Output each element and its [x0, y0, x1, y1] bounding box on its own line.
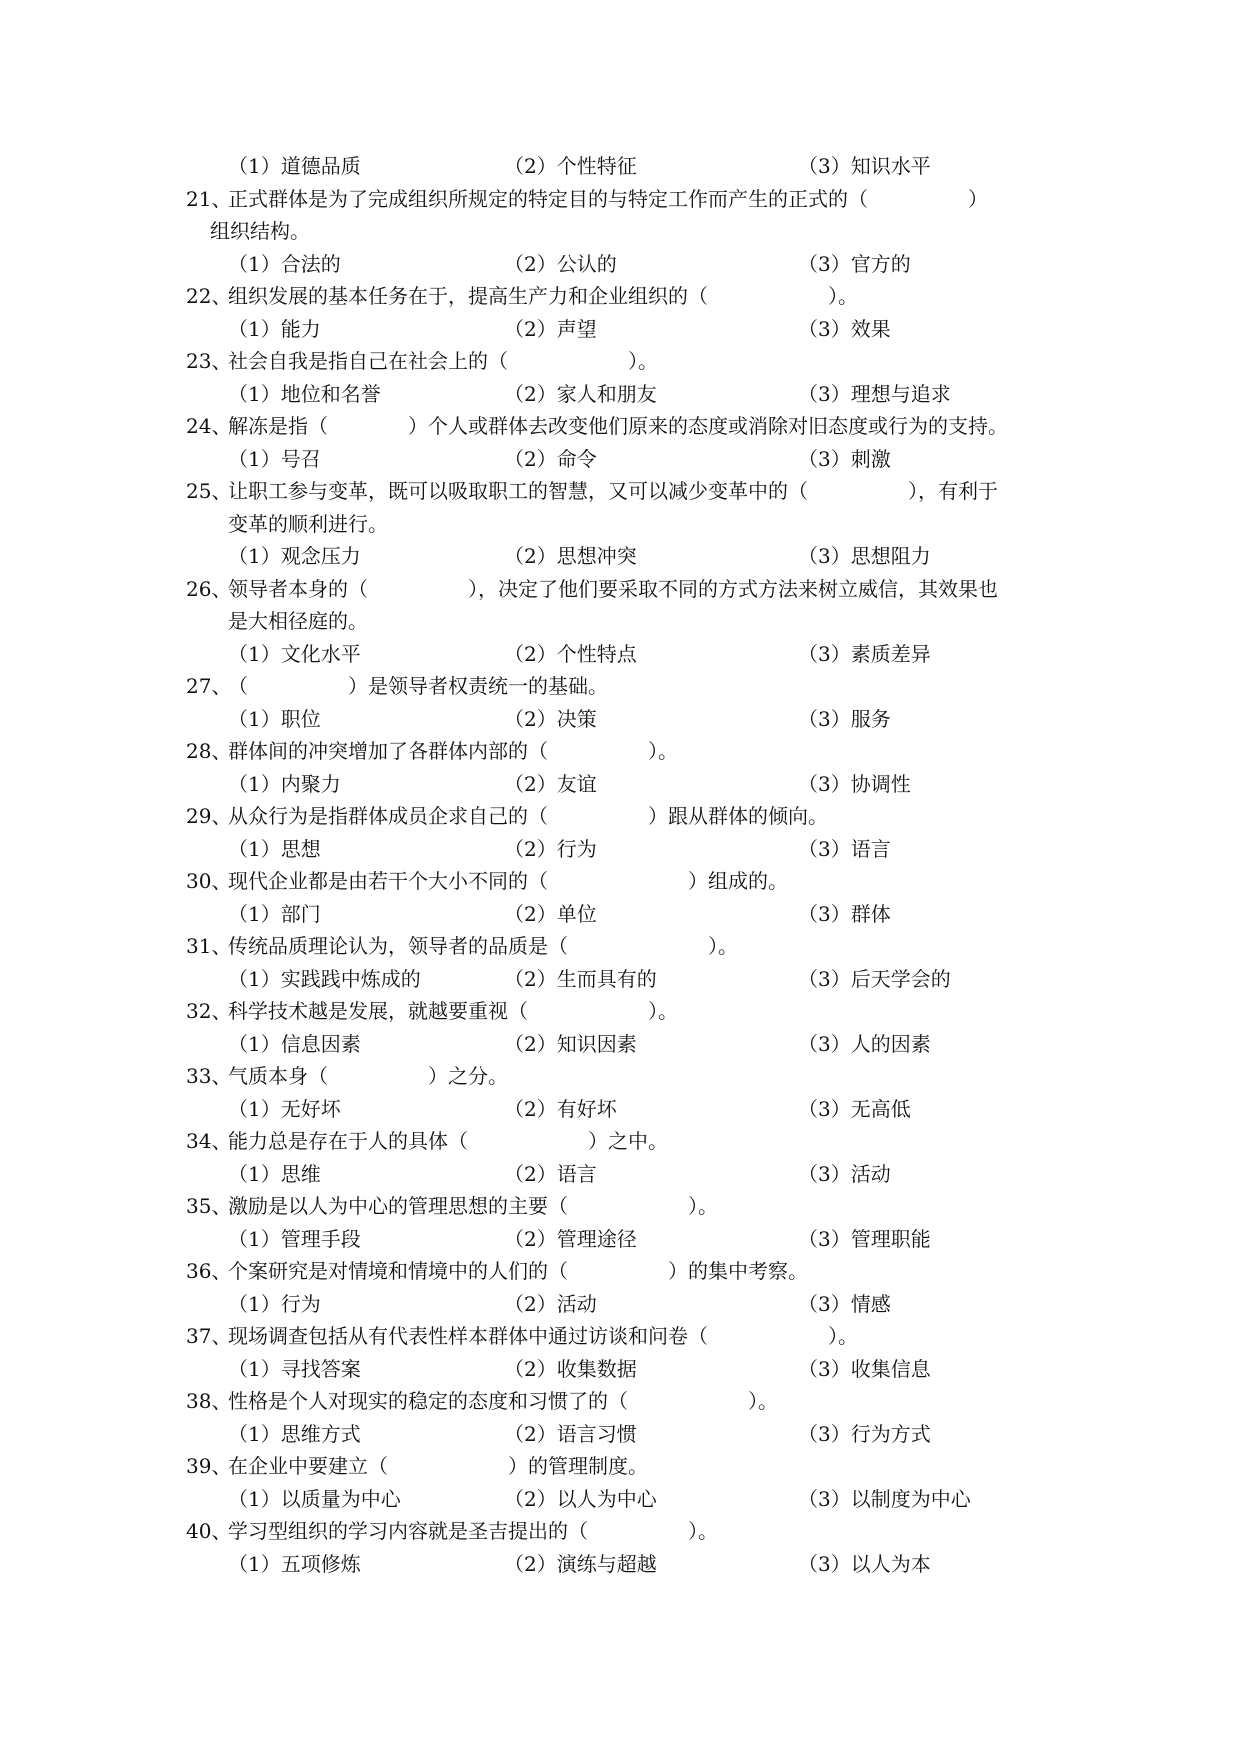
options-row	[186, 833, 1086, 866]
question-text: 组织发展的基本任务在于，提高生产力和企业组织的（ ）。	[228, 284, 858, 308]
question-item	[186, 670, 1086, 735]
question-text: 社会自我是指自己在社会上的（ ）。	[228, 349, 658, 373]
question-number: 22、	[186, 284, 232, 308]
question-stem-line	[186, 1060, 1086, 1093]
question-stem-line	[186, 1515, 1086, 1548]
question-stem-line	[186, 1385, 1086, 1418]
question-number: 24、	[186, 414, 232, 438]
question-text: 让职工参与变革，既可以吸取职工的智慧，又可以减少变革中的（ ），有利于	[228, 479, 998, 503]
option-2: （2）思想冲突	[504, 544, 637, 568]
question-text: 领导者本身的（ ），决定了他们要采取不同的方式方法来树立威信，其效果也	[228, 576, 998, 601]
question-text: （ ）是领导者权责统一的基础。	[228, 674, 608, 698]
question-stem-line	[186, 345, 1086, 378]
options-row	[186, 1223, 1086, 1256]
question-text: 正式群体是为了完成组织所规定的特定目的与特定工作而产生的正式的（ ）	[228, 186, 988, 211]
question-text: 气质本身（ ）之分。	[228, 1064, 508, 1088]
options-row	[186, 1158, 1086, 1191]
option-3: （3）思想阻力	[798, 544, 931, 568]
option-3: （3）行为方式	[798, 1421, 931, 1446]
option-3: （3）活动	[798, 1161, 891, 1186]
options-row	[186, 768, 1086, 801]
question-item	[186, 735, 1086, 800]
options-row	[186, 1418, 1086, 1451]
option-3: （3）以人为本	[798, 1551, 931, 1576]
option-1: （1）行为	[228, 1291, 321, 1316]
question-stem-line	[186, 1450, 1086, 1483]
question-number: 23、	[186, 349, 232, 373]
question-stem-line	[186, 410, 1086, 443]
question-text: 个案研究是对情境和情境中的人们的（ ）的集中考察。	[228, 1259, 808, 1283]
option-2: （2）演练与超越	[504, 1551, 657, 1576]
question-item	[186, 1125, 1086, 1190]
option-3: （3）无高低	[798, 1096, 911, 1121]
option-2: （2）有好坏	[504, 1096, 617, 1121]
options-row	[186, 1548, 1086, 1581]
question-text: 现场调查包括从有代表性样本群体中通过访谈和问卷（ ）。	[228, 1324, 858, 1348]
question-number: 29、	[186, 804, 232, 828]
option-2: （2）语言	[504, 1161, 597, 1186]
option-2: （2）家人和朋友	[504, 381, 657, 406]
question-text: 群体间的冲突增加了各群体内部的（ ）。	[228, 739, 678, 763]
options-row	[186, 963, 1086, 996]
question-stem-line	[186, 1255, 1086, 1288]
options-row	[186, 638, 1086, 671]
question-stem-line	[186, 183, 1086, 216]
option-1: （1）思维方式	[228, 1421, 361, 1446]
option-2: （2）生而具有的	[504, 966, 657, 991]
option-2: （2）命令	[504, 446, 597, 471]
question-stem-line	[186, 995, 1086, 1028]
question-text: 解冻是指（ ）个人或群体去改变他们原来的态度或消除对旧态度或行为的支持。	[228, 414, 1008, 438]
question-item	[186, 995, 1086, 1060]
options-row	[186, 898, 1086, 931]
question-item	[186, 345, 1086, 410]
question-item	[186, 183, 1086, 281]
option-3: （3）素质差异	[798, 641, 931, 666]
option-1: （1）能力	[228, 316, 321, 341]
option-2: （2）个性特征	[504, 154, 637, 178]
question-number: 28、	[186, 739, 232, 763]
option-3: （3）效果	[798, 316, 891, 341]
question-item	[186, 1515, 1086, 1580]
options-row	[186, 1093, 1086, 1126]
option-1: （1）文化水平	[228, 641, 361, 666]
option-2: （2）收集数据	[504, 1356, 637, 1381]
option-1: （1）部门	[228, 901, 321, 926]
question-number: 33、	[186, 1064, 232, 1088]
question-item	[186, 573, 1086, 671]
option-3: （3）官方的	[798, 251, 911, 276]
option-1: （1）实践践中炼成的	[228, 966, 421, 991]
question-stem-line	[186, 930, 1086, 963]
option-1: （1）合法的	[228, 251, 341, 276]
question-number: 35、	[186, 1194, 232, 1218]
option-1: （1）以质量为中心	[228, 1486, 401, 1511]
question-text: 学习型组织的学习内容就是圣吉提出的（ ）。	[228, 1519, 718, 1543]
question-number: 26、	[186, 576, 232, 601]
question-text: 激励是以人为中心的管理思想的主要（ ）。	[228, 1194, 718, 1218]
option-2: （2）个性特点	[504, 641, 637, 666]
question-item	[186, 1060, 1086, 1125]
options-row	[186, 1028, 1086, 1061]
question-number: 36、	[186, 1259, 232, 1283]
question-item	[186, 410, 1086, 475]
option-2: （2）活动	[504, 1291, 597, 1316]
option-2: （2）行为	[504, 836, 597, 861]
option-3: （3）人的因素	[798, 1031, 931, 1056]
option-3: （3）群体	[798, 901, 891, 926]
question-text: 性格是个人对现实的稳定的态度和习惯了的（ ）。	[228, 1389, 778, 1413]
question-item	[186, 800, 1086, 865]
question-stem-line	[186, 280, 1086, 313]
option-3: （3）语言	[798, 836, 891, 861]
question-number: 21、	[186, 186, 232, 211]
question-number: 27、	[186, 674, 232, 698]
question-stem-line	[186, 475, 1086, 508]
option-2: （2）知识因素	[504, 1031, 637, 1056]
option-3: （3）理想与追求	[798, 381, 951, 406]
question-number: 32、	[186, 999, 232, 1023]
option-1: （1）道德品质	[228, 154, 361, 178]
option-3: （3）收集信息	[798, 1356, 931, 1381]
question-continuation-line	[186, 215, 1086, 248]
option-3: （3）服务	[798, 706, 891, 731]
question-number: 40、	[186, 1519, 232, 1543]
options-row	[186, 150, 1086, 183]
options-row	[186, 1353, 1086, 1386]
question-item	[186, 1450, 1086, 1515]
question-stem-line	[186, 1125, 1086, 1158]
question-number: 39、	[186, 1454, 232, 1478]
option-2: （2）友谊	[504, 771, 597, 796]
option-3: （3）管理职能	[798, 1226, 931, 1251]
option-1: （1）号召	[228, 446, 321, 471]
question-text: 现代企业都是由若干个大小不同的（ ）组成的。	[228, 869, 788, 893]
question-stem-line	[186, 573, 1086, 606]
question-text: 传统品质理论认为，领导者的品质是（ ）。	[228, 934, 738, 958]
option-2: （2）公认的	[504, 251, 617, 276]
question-number: 31、	[186, 934, 232, 958]
question-item	[186, 930, 1086, 995]
question-stem-line	[186, 1190, 1086, 1223]
question-item	[186, 1255, 1086, 1320]
question-list	[186, 150, 1086, 1580]
options-row	[186, 1483, 1086, 1516]
option-1: （1）思维	[228, 1161, 321, 1186]
question-number: 25、	[186, 479, 232, 503]
question-item	[186, 475, 1086, 573]
option-2: （2）语言习惯	[504, 1421, 637, 1446]
question-text: 是大相径庭的。	[228, 609, 368, 633]
option-3: （3）情感	[798, 1291, 891, 1316]
option-3: （3）知识水平	[798, 154, 931, 178]
option-1: （1）寻找答案	[228, 1356, 361, 1381]
option-1: （1）内聚力	[228, 771, 341, 796]
question-item	[186, 865, 1086, 930]
option-1: （1）职位	[228, 706, 321, 731]
options-row	[186, 703, 1086, 736]
option-2: （2）决策	[504, 706, 597, 731]
option-1: （1）观念压力	[228, 544, 361, 568]
option-3: （3）后天学会的	[798, 966, 951, 991]
option-1: （1）无好坏	[228, 1096, 341, 1121]
question-item	[186, 1190, 1086, 1255]
question-stem-line	[186, 1320, 1086, 1353]
question-item	[186, 1320, 1086, 1385]
question-number: 38、	[186, 1389, 232, 1413]
options-row	[186, 248, 1086, 281]
option-1: （1）管理手段	[228, 1226, 361, 1251]
option-3: （3）以制度为中心	[798, 1486, 971, 1511]
question-stem-line	[186, 670, 1086, 703]
options-row	[186, 443, 1086, 476]
options-row	[186, 540, 1086, 573]
question-text: 科学技术越是发展，就越要重视（ ）。	[228, 999, 678, 1023]
question-number: 30、	[186, 869, 232, 893]
question-text: 能力总是存在于人的具体（ ）之中。	[228, 1129, 668, 1153]
question-stem-line	[186, 735, 1086, 768]
question-number: 37、	[186, 1324, 232, 1348]
question-continuation-line	[186, 508, 1086, 541]
option-3: （3）协调性	[798, 771, 911, 796]
option-2: （2）单位	[504, 901, 597, 926]
question-text: 在企业中要建立（ ）的管理制度。	[228, 1454, 648, 1478]
question-number: 34、	[186, 1129, 232, 1153]
option-1: （1）地位和名誉	[228, 381, 381, 406]
option-1: （1）五项修炼	[228, 1551, 361, 1576]
question-text: 从众行为是指群体成员企求自己的（ ）跟从群体的倾向。	[228, 804, 828, 828]
option-3: （3）刺激	[798, 446, 891, 471]
options-row	[186, 1288, 1086, 1321]
options-row	[186, 378, 1086, 411]
option-2: （2）管理途径	[504, 1226, 637, 1251]
option-2: （2）声望	[504, 316, 597, 341]
option-2: （2）以人为中心	[504, 1486, 657, 1511]
option-1: （1）信息因素	[228, 1031, 361, 1056]
question-continuation-line	[186, 605, 1086, 638]
question-item	[186, 280, 1086, 345]
question-text: 变革的顺利进行。	[228, 511, 388, 536]
question-item	[186, 1385, 1086, 1450]
question-text: 组织结构。	[210, 219, 310, 243]
question-stem-line	[186, 800, 1086, 833]
question-stem-line	[186, 865, 1086, 898]
option-1: （1）思想	[228, 836, 321, 861]
options-row	[186, 313, 1086, 346]
